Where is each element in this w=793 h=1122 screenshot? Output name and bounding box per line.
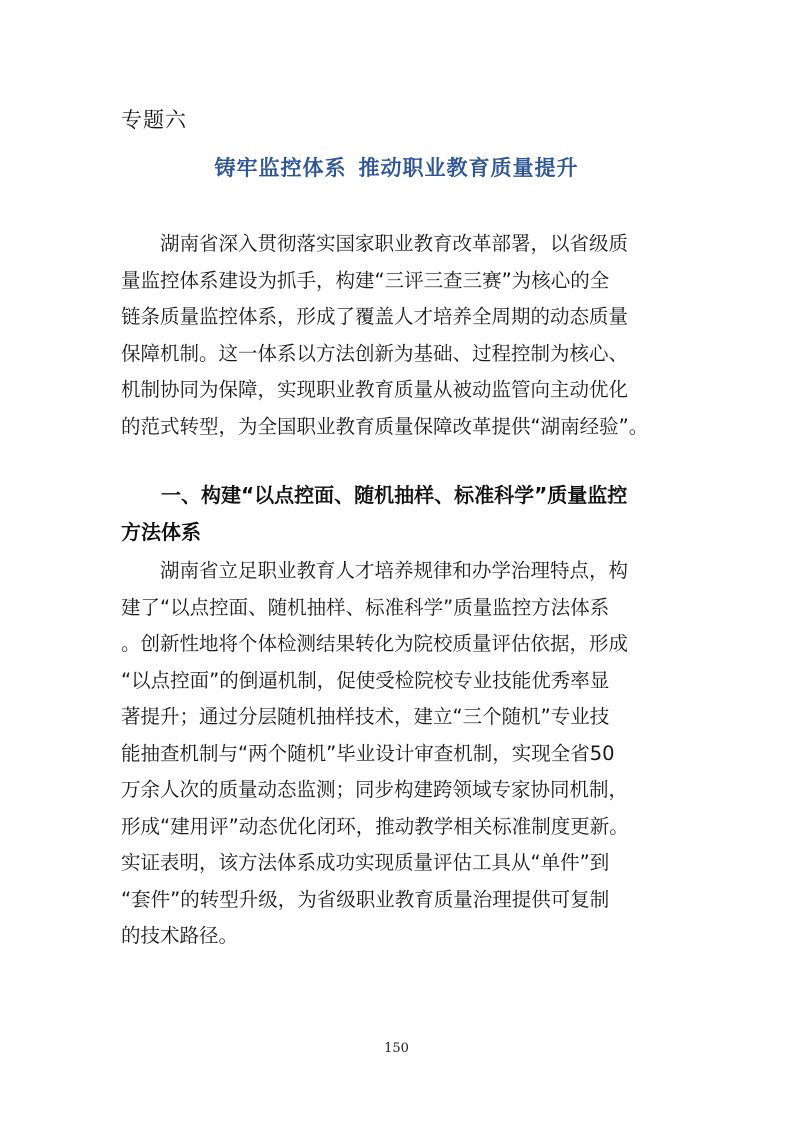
intro-line: 湖南省深入贯彻落实国家职业教育改革部署，以省级质: [121, 232, 629, 255]
section-1-body: [121, 553, 629, 955]
body-line: “以点控面”的倒逼机制，促使受检院校专业技能优秀率显: [121, 668, 610, 692]
page-number: 150: [384, 1041, 409, 1056]
body-line: 著提升；通过分层随机抽样技术，建立“三个随机”专业技: [121, 705, 610, 728]
body-line: 建了“以点控面、随机抽样、标准科学”质量监控方法体系: [121, 595, 610, 619]
heading-line: 方法体系: [121, 519, 201, 544]
intro-line: 机制协同为保障，实现职业教育质量从被动监管向主动优化: [121, 378, 629, 401]
body-line: 实证表明，该方法体系成功实现质量评估工具从“单件”到: [121, 851, 610, 874]
body-line: 湖南省立足职业教育人才培养规律和办学治理特点，构: [121, 559, 629, 582]
body-line: 的技术路径。: [121, 924, 239, 947]
intro-line: 的范式转型，为全国职业教育质量保障改革提供“湖南经验”。: [121, 414, 649, 438]
intro-line: 量监控体系建设为抓手，构建“三评三查三赛”为核心的全: [121, 268, 610, 292]
topic-label: 专题六: [121, 108, 187, 132]
heading-line: 一、构建“以点控面、随机抽样、标准科学”质量监控: [121, 483, 628, 507]
page-title: [0, 152, 793, 182]
intro-line: 链条质量监控体系，形成了覆盖人才培养全周期的动态质量: [121, 305, 629, 328]
body-line: 。创新性地将个体检测结果转化为院校质量评估依据，形成: [121, 632, 629, 655]
section-1-heading: [121, 477, 627, 550]
body-line: 万余人次的质量动态监测；同步构建跨领域专家协同机制，: [121, 778, 629, 801]
body-line: 形成“建用评”动态优化闭环，推动教学相关标准制度更新。: [121, 814, 629, 838]
body-line: 能抽查机制与“两个随机”毕业设计审查机制，实现全省50: [121, 741, 615, 765]
body-line: “套件”的转型升级，为省级职业教育质量治理提供可复制: [121, 887, 610, 911]
title-part-2: 推动职业教育质量提升: [358, 155, 579, 180]
intro-line: 保障机制。这一体系以方法创新为基础、过程控制为核心、: [121, 341, 629, 365]
intro-paragraph: [121, 226, 648, 445]
title-part-1: 铸牢监控体系: [214, 155, 347, 180]
